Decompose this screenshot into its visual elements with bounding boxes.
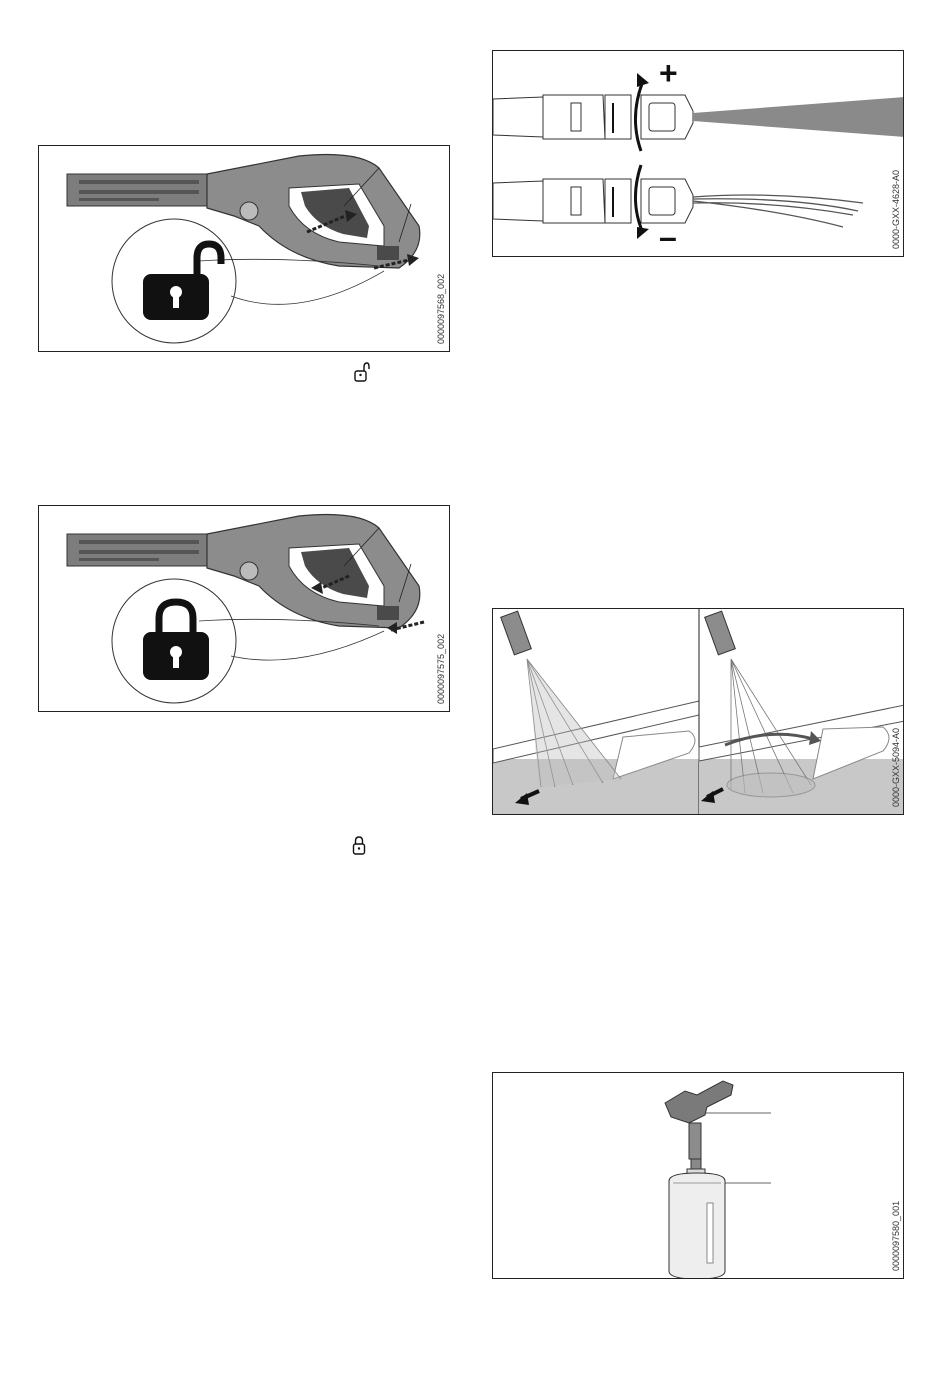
figure-code: 0000097568_002: [436, 273, 446, 344]
spray-gun-unlock-illustration: [39, 146, 450, 352]
spray-technique-illustration: [493, 609, 904, 815]
figure-spray-technique: [492, 608, 904, 815]
figure-code: 0000-GXX-4628-A0: [891, 169, 901, 249]
spray-gun-lock-illustration: [39, 506, 450, 712]
figure-code: 0000097580_001: [891, 1200, 901, 1271]
padlock-closed-icon: [352, 836, 366, 856]
padlock-open-icon: [352, 362, 370, 384]
figure-trigger-unlock: [38, 145, 450, 352]
plus-label: +: [659, 55, 678, 91]
minus-label: –: [659, 219, 677, 255]
figure-code: 0000-GXX-5094-A0: [891, 727, 901, 807]
figure-code: 0000097575_002: [436, 633, 446, 704]
figure-detergent-bottle: [492, 1072, 904, 1279]
figure-trigger-lock: [38, 505, 450, 712]
detergent-bottle-illustration: [493, 1073, 904, 1279]
nozzle-pressure-illustration: [493, 51, 904, 257]
figure-pressure-adjust: [492, 50, 904, 257]
